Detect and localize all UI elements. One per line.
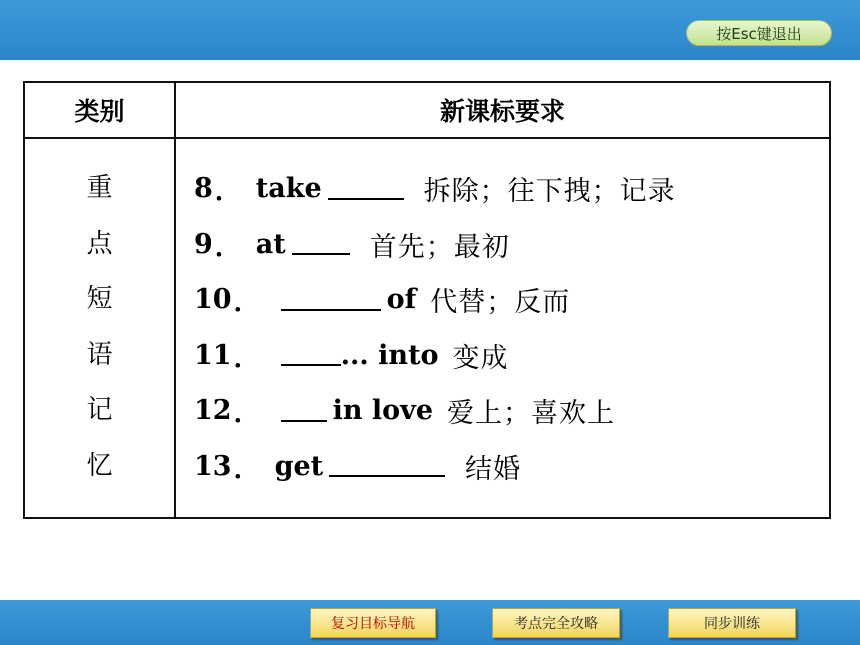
- table-body-row: [24, 138, 830, 518]
- fill-in-blank: [329, 455, 445, 477]
- phrase-meaning: 变成: [452, 342, 509, 374]
- phrase-item: 10 ． of 代替；反而: [194, 272, 829, 328]
- category-char: 重: [86, 173, 113, 203]
- phrase-number: 12: [194, 395, 232, 427]
- phrase-item: 12 ． in love 爱上；喜欢上: [194, 383, 829, 439]
- key-points-nav-button[interactable]: 考点完全攻略: [492, 608, 620, 638]
- phrase-meaning: 首先；最初: [369, 231, 510, 263]
- phrases-cell: [175, 138, 830, 518]
- top-bar: [0, 0, 860, 60]
- phrase-meaning: 拆除；往下拽；记录: [423, 176, 676, 208]
- fill-in-blank: [328, 178, 404, 200]
- header-requirements: 新课标要求: [175, 82, 830, 138]
- practice-nav-button[interactable]: 同步训练: [668, 608, 796, 638]
- phrase-text: get: [274, 450, 324, 482]
- category-char: 短: [86, 284, 113, 314]
- header-category: 类别: [24, 82, 175, 138]
- table-header-row: [24, 82, 830, 138]
- phrase-text: in love: [332, 395, 433, 427]
- phrase-number: 10: [194, 284, 232, 316]
- phrase-text: take: [255, 173, 322, 205]
- category-char: 记: [86, 395, 113, 425]
- category-cell: [24, 138, 175, 518]
- phrase-meaning: 爱上；喜欢上: [447, 398, 615, 430]
- phrase-number: 8: [194, 173, 213, 205]
- phrase-meaning: 结婚: [465, 453, 522, 485]
- phrase-item: 8 ． take 拆除；往下拽；记录: [194, 161, 829, 217]
- category-char: 点: [86, 228, 113, 259]
- phrase-number: 9: [194, 228, 213, 260]
- phrase-item: 9 ． at 首先；最初: [194, 217, 829, 273]
- phrase-item: 13 ． get 结婚: [194, 439, 829, 495]
- phrase-meaning: 代替；反而: [430, 287, 571, 319]
- review-goals-nav-button[interactable]: 复习目标导航: [310, 608, 436, 638]
- phrase-list: [176, 139, 829, 494]
- fill-in-blank: [281, 344, 341, 366]
- fill-in-blank: [281, 400, 327, 422]
- phrase-text: of: [386, 284, 417, 316]
- category-char: 忆: [86, 450, 113, 481]
- phrase-text: ... into: [340, 339, 439, 371]
- exit-button[interactable]: 按Esc键退出: [686, 20, 832, 46]
- bottom-nav-bar: [0, 600, 860, 645]
- fill-in-blank: [292, 233, 350, 255]
- phrase-number: 13: [194, 450, 232, 482]
- phrase-number: 11: [194, 339, 232, 371]
- category-char: 语: [86, 339, 113, 370]
- phrase-item: 11 ． ... into 变成: [194, 328, 829, 384]
- vocabulary-table: [23, 81, 831, 519]
- phrase-text: at: [255, 228, 286, 260]
- fill-in-blank: [281, 289, 381, 311]
